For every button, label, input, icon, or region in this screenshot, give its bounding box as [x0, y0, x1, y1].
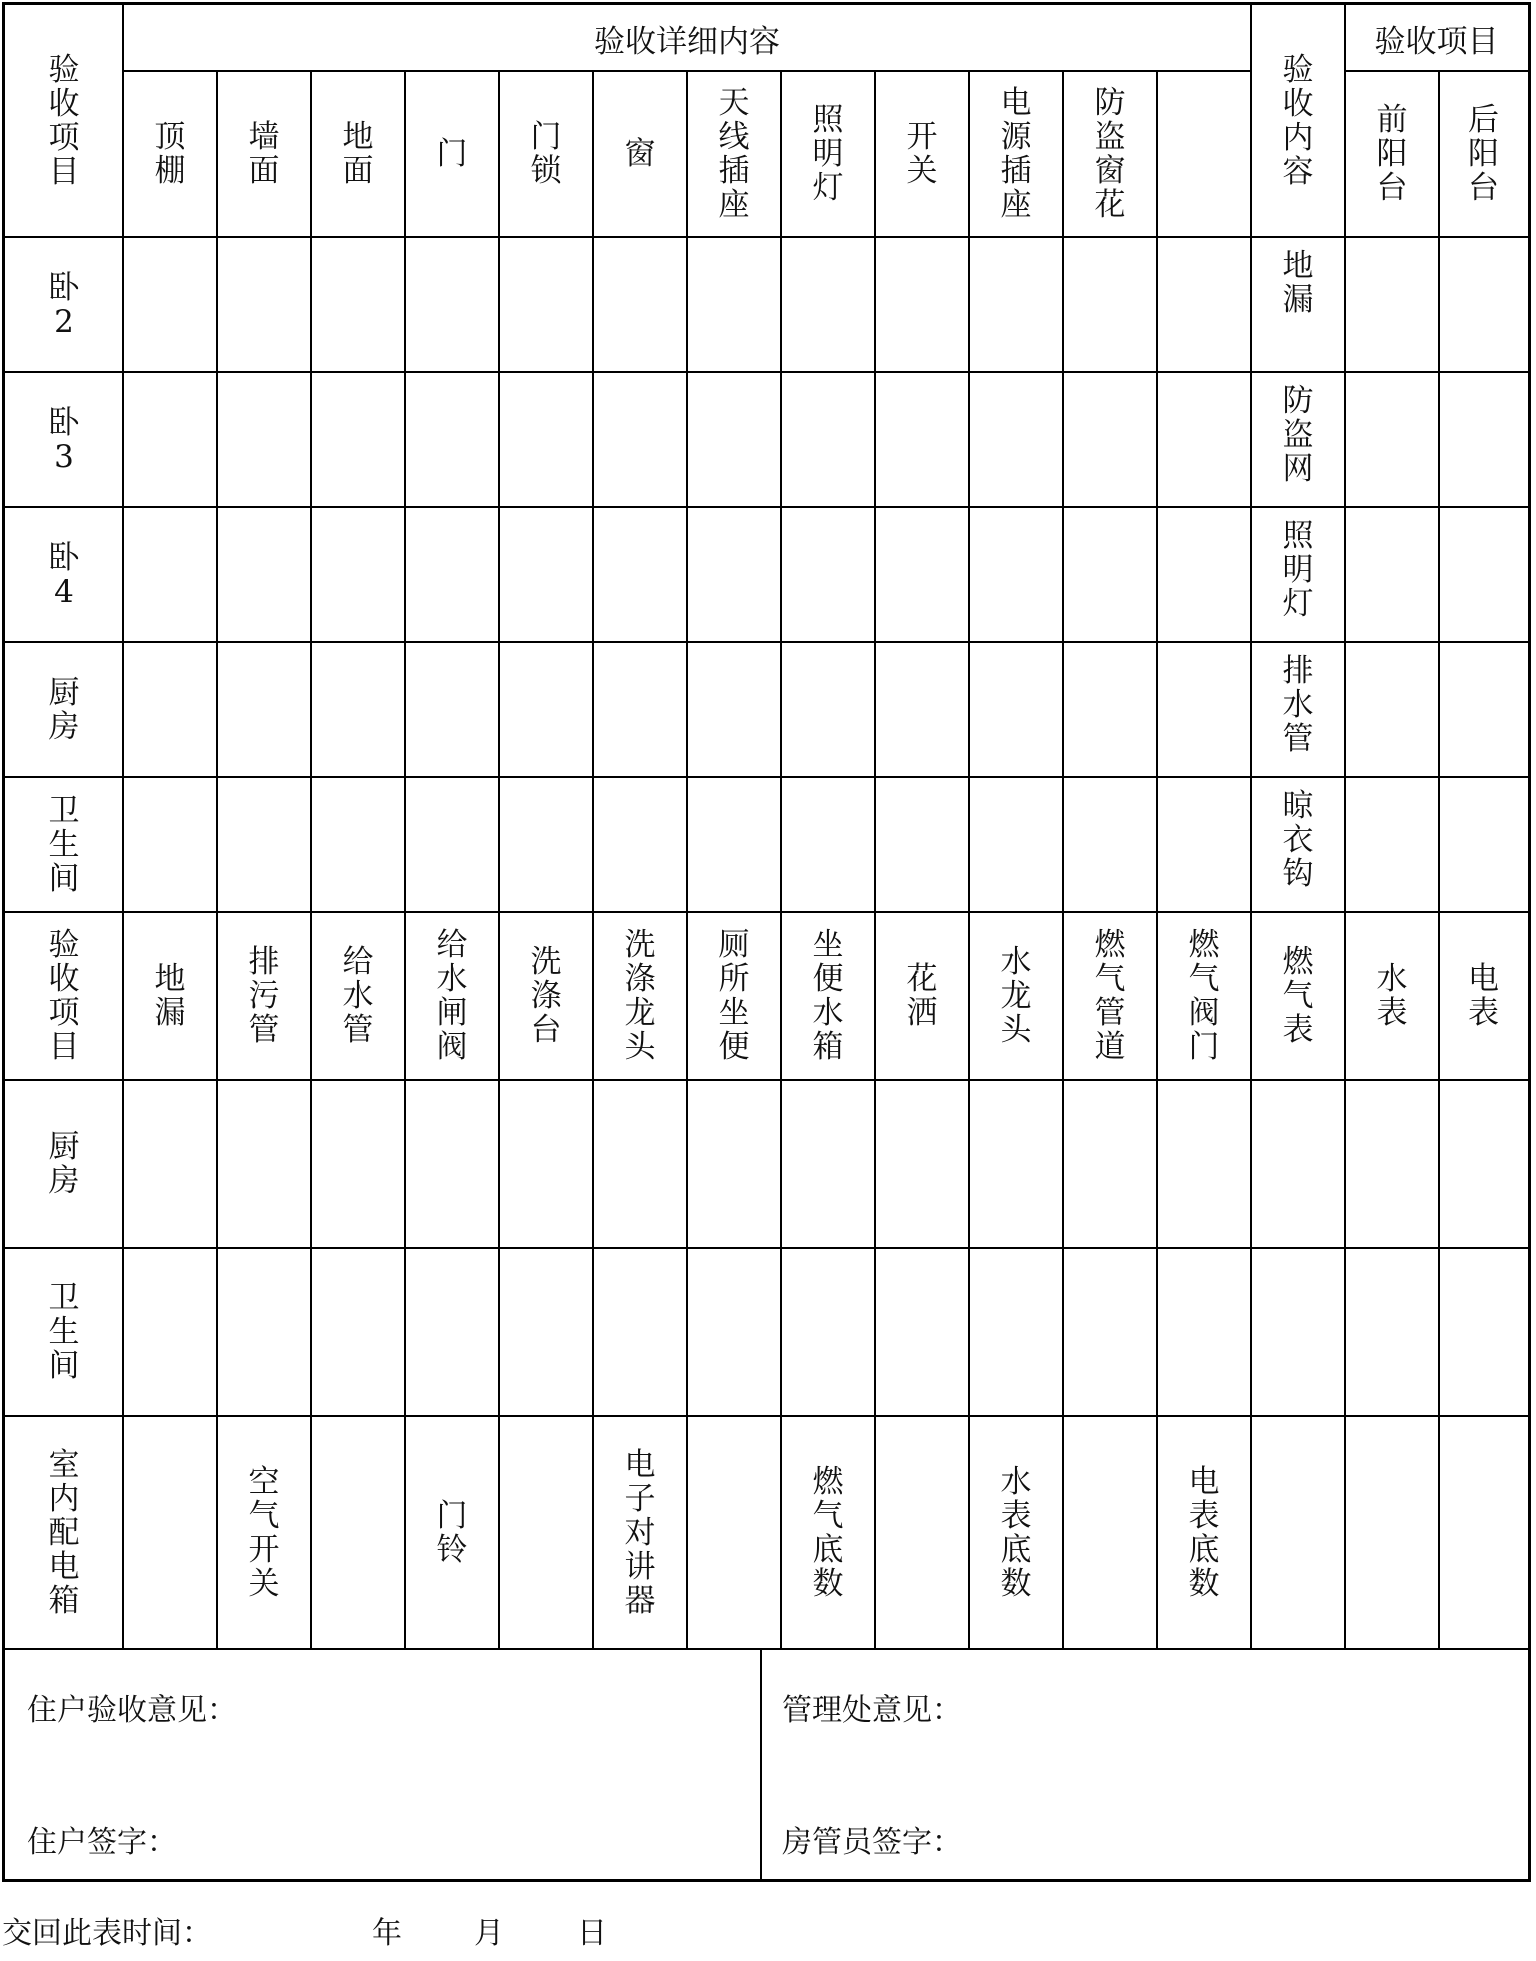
fixture-column-header: 厕 所 坐 便 [718, 927, 750, 1065]
check-cell[interactable] [217, 1248, 311, 1416]
month-label: 月 [474, 1916, 504, 1951]
check-cell[interactable] [1063, 1416, 1157, 1649]
check-cell[interactable] [311, 1080, 405, 1248]
check-cell[interactable] [405, 642, 499, 777]
day-label: 日 [577, 1916, 607, 1951]
check-cell[interactable] [687, 372, 781, 507]
fixture-column-header: 花 洒 [906, 961, 938, 1031]
check-cell[interactable] [875, 1248, 969, 1416]
room-label: 厨 房 [48, 1129, 80, 1199]
check-cell[interactable] [1157, 1080, 1251, 1248]
check-cell[interactable] [1439, 237, 1528, 372]
fixture-column-header: 给 水 闸 阀 [436, 927, 468, 1065]
check-cell[interactable] [1251, 1080, 1345, 1248]
check-cell[interactable] [781, 372, 875, 507]
check-cell[interactable] [969, 372, 1063, 507]
fixture-column-header: 燃 气 阀 门 [1188, 927, 1220, 1065]
check-cell[interactable] [969, 777, 1063, 912]
check-cell[interactable] [217, 777, 311, 912]
detail-column-header: 开 关 [906, 119, 938, 189]
check-cell[interactable] [499, 1080, 593, 1248]
distribution-item-label: 燃 气 底 数 [812, 1463, 844, 1602]
check-cell[interactable] [499, 1416, 593, 1649]
manager-signature-label: 房管员签字： [782, 1825, 962, 1860]
check-cell[interactable] [217, 1080, 311, 1248]
check-cell[interactable] [687, 1248, 781, 1416]
check-cell[interactable] [969, 1248, 1063, 1416]
check-cell[interactable] [1439, 372, 1528, 507]
detail-column-header: 顶 棚 [154, 119, 186, 189]
check-cell[interactable] [969, 237, 1063, 372]
check-cell[interactable] [969, 642, 1063, 777]
detail-column-header: 地 面 [342, 119, 374, 189]
room-label: 卧 3 [48, 404, 80, 475]
fixture-column-header: 地 漏 [154, 961, 186, 1031]
check-cell[interactable] [499, 1248, 593, 1416]
room-label: 卫 生 间 [48, 792, 80, 897]
room-label: 卧 4 [48, 539, 80, 610]
check-cell[interactable] [1345, 372, 1439, 507]
check-cell[interactable] [1439, 1248, 1528, 1416]
fixture-column-header: 洗 涤 台 [530, 944, 562, 1048]
check-cell[interactable] [969, 1080, 1063, 1248]
check-cell[interactable] [1439, 1416, 1528, 1649]
check-cell[interactable] [687, 1080, 781, 1248]
check-cell[interactable] [217, 642, 311, 777]
check-cell[interactable] [1345, 1080, 1439, 1248]
check-cell[interactable] [1345, 1416, 1439, 1649]
fixture-column-header: 排 污 管 [248, 944, 280, 1048]
check-cell[interactable] [781, 237, 875, 372]
check-cell[interactable] [875, 777, 969, 912]
room-label: 卧 2 [48, 269, 80, 340]
content-item-label: 排 水 管 [1282, 653, 1314, 757]
check-cell[interactable] [875, 1080, 969, 1248]
check-cell[interactable] [593, 372, 687, 507]
distribution-item-label: 水 表 底 数 [1000, 1463, 1032, 1602]
check-cell[interactable] [311, 237, 405, 372]
check-cell[interactable] [1345, 1248, 1439, 1416]
resident-opinion-field[interactable] [5, 1725, 761, 1805]
distribution-item-label: 空 气 开 关 [248, 1463, 280, 1602]
return-time-label: 交回此表时间： [2, 1916, 212, 1951]
check-cell[interactable] [311, 507, 405, 642]
check-cell[interactable] [781, 642, 875, 777]
check-cell[interactable] [405, 1080, 499, 1248]
check-cell[interactable] [687, 777, 781, 912]
fixture-column-header: 水 龙 头 [1000, 944, 1032, 1048]
check-cell[interactable] [217, 372, 311, 507]
check-cell[interactable] [1439, 777, 1528, 912]
check-cell[interactable] [311, 1248, 405, 1416]
distribution-item-label: 电 子 对 讲 器 [624, 1446, 656, 1619]
check-cell[interactable] [1157, 507, 1251, 642]
check-cell[interactable] [123, 372, 217, 507]
content-item-label: 晾 衣 钩 [1282, 788, 1314, 892]
management-opinion-label: 管理处意见： [782, 1693, 962, 1728]
check-cell[interactable] [781, 507, 875, 642]
check-cell[interactable] [687, 237, 781, 372]
check-cell[interactable] [1063, 1248, 1157, 1416]
check-cell[interactable] [1251, 1416, 1345, 1649]
room-label: 卫 生 间 [48, 1280, 80, 1384]
check-cell[interactable] [1063, 372, 1157, 507]
check-cell[interactable] [405, 777, 499, 912]
detail-column-header: 天 线 插 座 [718, 85, 750, 223]
detail-column-header [1157, 71, 1251, 237]
check-cell[interactable] [1157, 237, 1251, 372]
content-item-label: 照 明 灯 [1282, 518, 1314, 622]
check-cell[interactable] [593, 777, 687, 912]
content-label: 验 收 内 容 [1282, 52, 1314, 190]
fixture-column-header: 洗 涤 龙 头 [624, 927, 656, 1065]
fixture-column-header: 燃 气 表 [1282, 944, 1314, 1048]
distribution-item-label: 电 表 底 数 [1188, 1463, 1220, 1602]
check-cell[interactable] [405, 1248, 499, 1416]
room-label: 厨 房 [48, 674, 80, 745]
check-cell[interactable] [405, 237, 499, 372]
check-cell[interactable] [499, 642, 593, 777]
check-cell[interactable] [593, 1080, 687, 1248]
distribution-item-label: 门 铃 [436, 1497, 468, 1568]
check-cell[interactable] [311, 777, 405, 912]
fixture-column-header: 电 表 [1468, 961, 1499, 1031]
check-cell[interactable] [1063, 777, 1157, 912]
check-cell[interactable] [1157, 777, 1251, 912]
check-cell[interactable] [123, 1080, 217, 1248]
check-cell[interactable] [123, 237, 217, 372]
header-left-label: 验 收 项 目 [48, 52, 80, 190]
check-cell[interactable] [1063, 642, 1157, 777]
check-cell[interactable] [217, 507, 311, 642]
check-cell[interactable] [593, 642, 687, 777]
check-cell[interactable] [311, 372, 405, 507]
detail-column-header: 墙 面 [248, 119, 280, 189]
check-cell[interactable] [969, 507, 1063, 642]
check-cell[interactable] [1251, 1248, 1345, 1416]
balcony-column-header: 前 阳 台 [1376, 102, 1408, 206]
check-cell[interactable] [781, 777, 875, 912]
check-cell[interactable] [593, 1248, 687, 1416]
detail-column-header: 门 锁 [530, 119, 562, 189]
resident-opinion-label: 住户验收意见： [27, 1693, 237, 1728]
check-cell[interactable] [311, 1416, 405, 1649]
check-cell[interactable] [593, 507, 687, 642]
check-cell[interactable] [499, 777, 593, 912]
check-cell[interactable] [123, 1416, 217, 1649]
check-cell[interactable] [217, 237, 311, 372]
detail-title: 验收详细内容 [594, 23, 780, 60]
check-cell[interactable] [1345, 237, 1439, 372]
distribution-box-label: 室 内 配 电 箱 [48, 1446, 80, 1619]
check-cell[interactable] [1063, 507, 1157, 642]
resident-signature-label: 住户签字： [27, 1825, 177, 1860]
check-cell[interactable] [1345, 777, 1439, 912]
check-cell[interactable] [1439, 1080, 1528, 1248]
right-title: 验收项目 [1374, 23, 1499, 60]
check-cell[interactable] [405, 507, 499, 642]
management-opinion-field[interactable] [761, 1725, 1528, 1805]
check-cell[interactable] [123, 507, 217, 642]
detail-column-header: 窗 [624, 136, 656, 172]
check-cell[interactable] [1439, 642, 1528, 777]
fixture-column-header: 燃 气 管 道 [1094, 927, 1126, 1065]
year-label: 年 [372, 1916, 402, 1951]
check-cell[interactable] [123, 777, 217, 912]
check-cell[interactable] [1157, 372, 1251, 507]
acceptance-form [2, 2, 1531, 1882]
check-cell[interactable] [123, 642, 217, 777]
check-cell[interactable] [499, 237, 593, 372]
check-cell[interactable] [781, 1248, 875, 1416]
fixture-column-header: 给 水 管 [342, 944, 374, 1048]
check-cell[interactable] [1063, 1080, 1157, 1248]
content-item-label: 防 盗 网 [1282, 383, 1314, 487]
detail-column-header: 防 盗 窗 花 [1094, 85, 1126, 223]
check-cell[interactable] [875, 237, 969, 372]
check-cell[interactable] [1345, 507, 1439, 642]
check-cell[interactable] [687, 507, 781, 642]
content-item-label: 地 漏 [1282, 248, 1314, 318]
check-cell[interactable] [687, 1416, 781, 1649]
check-cell[interactable] [123, 1248, 217, 1416]
check-cell[interactable] [1063, 237, 1157, 372]
check-cell[interactable] [1439, 507, 1528, 642]
check-cell[interactable] [1157, 642, 1251, 777]
check-cell[interactable] [1345, 642, 1439, 777]
check-cell[interactable] [405, 372, 499, 507]
check-cell[interactable] [687, 642, 781, 777]
detail-column-header: 照 明 灯 [812, 102, 844, 206]
detail-column-header: 门 [436, 136, 468, 172]
fixture-column-header: 坐 便 水 箱 [812, 927, 844, 1065]
balcony-column-header: 后 阳 台 [1468, 102, 1499, 206]
check-cell[interactable] [875, 1416, 969, 1649]
check-cell[interactable] [875, 372, 969, 507]
check-cell[interactable] [311, 642, 405, 777]
check-cell[interactable] [875, 507, 969, 642]
header2-left-label: 验 收 项 目 [48, 927, 80, 1065]
check-cell[interactable] [499, 507, 593, 642]
check-cell[interactable] [781, 1080, 875, 1248]
detail-column-header: 电 源 插 座 [1000, 85, 1032, 223]
check-cell[interactable] [499, 372, 593, 507]
check-cell[interactable] [1157, 1248, 1251, 1416]
check-cell[interactable] [593, 237, 687, 372]
check-cell[interactable] [875, 642, 969, 777]
fixture-column-header: 水 表 [1376, 961, 1408, 1031]
